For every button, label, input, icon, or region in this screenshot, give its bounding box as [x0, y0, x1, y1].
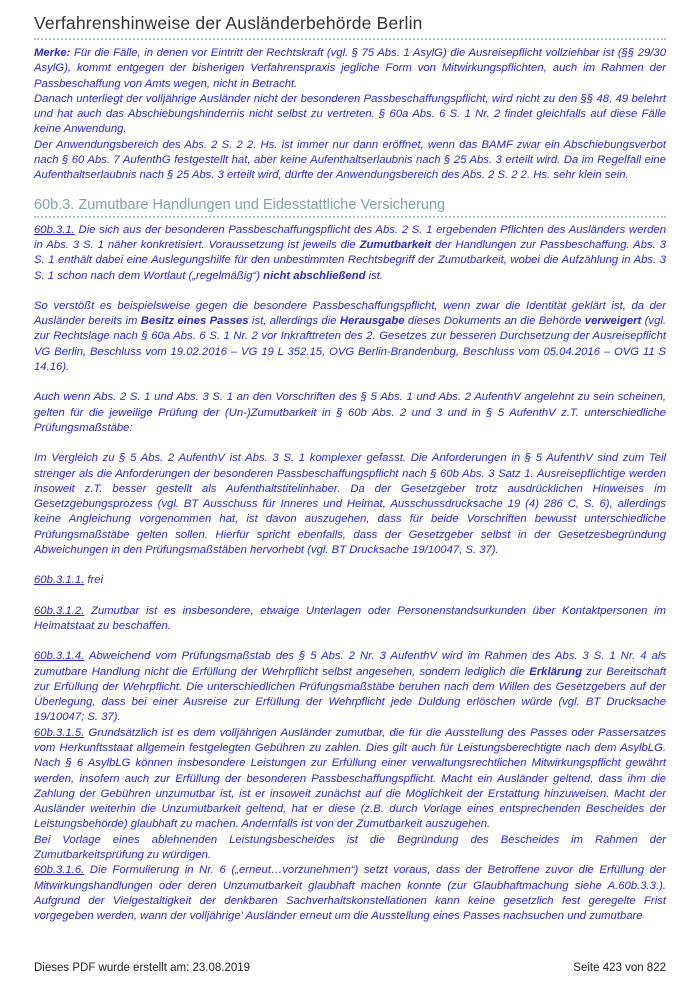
- paragraph: [34, 223, 666, 284]
- page-footer: [34, 962, 666, 974]
- text-block: [34, 604, 666, 635]
- emphasized-text: nicht abschließend: [263, 269, 366, 282]
- paragraph: [34, 573, 666, 588]
- emphasized-text: verweigert: [584, 315, 642, 328]
- body-text: Abweichend vom Prüfungsmaßstab des § 5 Abs. 2 Nr. 3 AufenthV wird im Rahmen des Abs. 3 S. 1 Nr. 4 als zumutbare Handlung nicht die Erfüllung der Wehrpflicht selbst angesehen, sondern lediglich die: [34, 650, 666, 678]
- section-number: 60b.3.1.4.: [34, 650, 85, 663]
- body-text: dieses Dokuments an die Behörde: [404, 315, 585, 328]
- body-text: Im Vergleich zu § 5 Abs. 2 AufenthV ist Abs. 3 S. 1 komplexer gefasst. Die Anforderungen in § 5 AufenthV sind zum Teil strenger als die Anforderungen der besonderen Passbeschaffungspflicht nach § 60b Abs. 3 Satz 1. Ausreisepflichtige werden insoweit z.T. besser gestellt als Aufenthaltstitelinhaber. Da der Gesetzgeber trotz ausdrücklichen Hinweises im Gesetzgebungsprozess (vgl. BT Ausschuss für Inneres und Heimat, Ausschussdrucksache 19 (4) 286 C, S. 6), allerdings keine Angleichung vorgenommen hat, ist davon auszugehen, dass für beide Vorschriften bewusst unterschiedliche Prüfungsmaßstäbe gelten sollen. Hierfür spricht ebenfalls, dass der Gesetzgeber selbst in der Gesetzesbegründung Abweichungen in den Prüfungsmaßstäben hervorhebt (vgl. BT Drucksache 19/10047, S. 37).: [34, 452, 666, 557]
- paragraph: [34, 726, 666, 833]
- body-text: Grundsätzlich ist es dem volljährigen Ausländer zumutbar, die für die Ausstellung des Passes oder Passersatzes vom Herkunftsstaat allgemein festgelegten Gebühren zu zahlen. Dies gilt auch für Leistungsberechtigte nach dem AsylbLG. Nach § 6 AsylbLG können insbesondere Leistungen zur Erfüllung einer verwaltungsrechtlichen Mitwirkungspflicht gewährt werden, insofern auch zur Erfüllung der besonderen Passbeschaffungspflicht. Macht ein Ausländer geltend, dass ihm die Zahlung der Gebühren unzumutbar ist, ist er insoweit zunächst auf die Möglichkeit der Erstattung hinzuweisen. Macht der Ausländer weiterhin die Unzumutbarkeit geltend, hat er diese (z.B. durch Vorlage eines entsprechenden Bescheides der Leistungsbehörde) glaubhaft zu machen. Andernfalls ist von der Zumutbarkeit auszugehen.: [34, 726, 666, 831]
- body-text: ist, allerdings die: [248, 315, 340, 328]
- paragraph: [34, 649, 666, 725]
- body-text: Bei Vorlage eines ablehnenden Leistungsbescheides ist die Begründung des Bescheides im Rahmen der Zumutbarkeitsprüfung zu würdigen.: [34, 833, 666, 862]
- emphasized-text: Herausgabe: [339, 315, 405, 328]
- body-text: Für die Fälle, in denen vor Eintritt der Rechtskraft (vgl. § 75 Abs. 1 AsylG) die Ausreisepflicht vollziehbar ist (§§ 29/30 AsylG), kommt entgegen der bisherigen Verfahrenspraxis jegliche Form von Mitwirkungspflichten, auch im Rahmen der Passbeschaffung von Amts wegen, nicht in Betracht.: [34, 47, 666, 90]
- paragraph: [34, 833, 666, 864]
- paragraph: [34, 604, 666, 635]
- text-block: [34, 299, 666, 375]
- emphasized-text: Merke:: [34, 47, 71, 59]
- body-text: Die Formulierung in Nr. 6 („erneut…vorzunehmen“) setzt voraus, dass der Betroffene zuvor die Erfüllung der Mitwirkungshandlungen oder deren Unzumutbarkeit glaubhaft machen konnte (zur Glaubhaftmachung siehe A.60b.3.3.). Aufgrund der Vielgestaltigkeit der denkbaren Sachverhaltskonstellationen kann keine gesetzlich fest geregelte Frist vorgegeben werden, wann der volljährige' Ausländer erneut um die Ausstellung eines Passes nachsuchen und zumutbare: [34, 864, 666, 923]
- body-text: Auch wenn Abs. 2 S. 1 und Abs. 3 S. 1 an den Vorschriften des § 5 Abs. 1 und Abs. 2 AufenthV angelehnt zu sein scheinen, gelten für die jeweilige Prüfung der (Un-)Zumutbarkeit in § 60b Abs. 2 und 3 und in § 5 AufenthV z.T. unterschiedliche Prüfungsmaßstäbe:: [34, 391, 666, 434]
- document-content: [34, 46, 666, 925]
- section-number: 60b.3.1.1.: [34, 574, 85, 587]
- section-divider: [34, 216, 666, 218]
- body-text: ist.: [365, 269, 384, 282]
- paragraph: [34, 138, 666, 184]
- body-text: (vgl. zur Rechtslage nach § 60a Abs. 6 S. 1 Nr. 2 vor Inkrafttreten des 2. Gesetzes zur besseren Durchsetzung der Ausreisepflicht VG Berlin, Beschluss vom 19.02.2016 – VG 19 L 352.15, OVG Berlin-Brandenburg, Beschluss vom 05.04.2016 – OVG 11 S 14.16).: [34, 315, 667, 374]
- body-text: Danach unterliegt der volljährige Ausländer nicht der besonderen Passbeschaffungspflicht, wird nicht zu den §§ 48, 49 belehrt und hat auch das Abschiebungshindernis nicht selbst zu vertreten. § 60a Abs. 6 S. 1 Nr. 2 findet gleichfalls auf diese Fälle keine Anwendung.: [34, 92, 666, 136]
- section-number: 60b.3.1.6.: [34, 864, 85, 877]
- emphasized-text: Erklärung: [529, 665, 582, 678]
- emphasized-text: Zumutbarkeit: [359, 238, 432, 251]
- body-text: Zumutbar ist es insbesondere, etwaige Unterlagen oder Personenstandsurkunden über Kontaktpersonen im Heimatstaat zu beschaffen.: [34, 604, 666, 632]
- body-text: Der Anwendungsbereich des Abs. 2 S. 2 2. Hs. ist immer nur dann eröffnet, wenn das BAMF zwar ein Abschiebungsverbot nach § 60 Abs. 7 AufenthG festgestellt hat, aber keine Aufenthaltserlaubnis nach § 25 Abs. 3 erteilt wird. Da im Regelfall eine Aufenthaltserlaubnis nach § 25 Abs. 3 erteilt wird, dürfte der Anwendungsbereich des Abs. 2 S. 2 2. Hs. sehr klein sein.: [34, 138, 666, 182]
- body-text: frei: [84, 574, 104, 587]
- section-number: 60b.3.1.2.: [34, 604, 85, 617]
- section-number: 60b.3.1.: [34, 223, 75, 236]
- footer-created-date: Dieses PDF wurde erstellt am: 23.08.2019: [34, 962, 251, 974]
- paragraph: [34, 299, 666, 375]
- body-text: So verstößt es beispielsweise gegen die besondere Passbeschaffungspflicht, wenn zwar die Identität geklärt ist, da der Ausländer bereits im: [34, 299, 666, 328]
- paragraph: [34, 863, 666, 924]
- section-heading: 60b.3. Zumutbare Handlungen und Eidesstattliche Versicherung: [34, 196, 446, 213]
- title-divider: [34, 38, 666, 40]
- body-text: zur Bereitschaft zur Erfüllung der Wehrpflicht. Die unterschiedlichen Prüfungsmaßstäbe beruhen nach dem Willen des Gesetzgebers auf der Überlegung, dass bei einer Ausreise zur Erfüllung der Wehrpflicht jede Duldung erlöschen würde (vgl. BT Drucksache 19/10047; S. 37).: [34, 665, 666, 724]
- text-block: [34, 390, 666, 436]
- body-text: Die sich aus der besonderen Passbeschaffungspflicht des Abs. 2 S. 1 ergebenden Pflichten des Ausländers werden in Abs. 3 S. 1 näher konkretisiert. Voraussetzung ist jeweils die: [34, 223, 666, 251]
- body-text: der Handlungen zur Passbeschaffung. Abs. 3 S. 1 enthält dabei eine Auslegungshilfe für den unbestimmten Rechtsbegriff der Zumutbarkeit, wobei die Aufzählung in Abs. 3 S. 1 schon nach dem Wortlaut („regelmäßig“): [34, 238, 667, 282]
- text-block: [34, 649, 666, 924]
- text-block: [34, 223, 666, 284]
- document-title: Verfahrenshinweise der Ausländerbehörde Berlin: [34, 13, 423, 33]
- paragraph: [34, 92, 666, 138]
- text-block: [34, 46, 666, 184]
- section-number: 60b.3.1.5.: [34, 726, 85, 739]
- emphasized-text: Besitz eines Passes: [140, 315, 249, 328]
- text-block: [34, 573, 666, 588]
- paragraph: [34, 451, 666, 558]
- text-block: [34, 451, 666, 558]
- footer-page-number: Seite 423 von 822: [573, 962, 666, 974]
- paragraph: [34, 390, 666, 436]
- paragraph: [34, 46, 666, 92]
